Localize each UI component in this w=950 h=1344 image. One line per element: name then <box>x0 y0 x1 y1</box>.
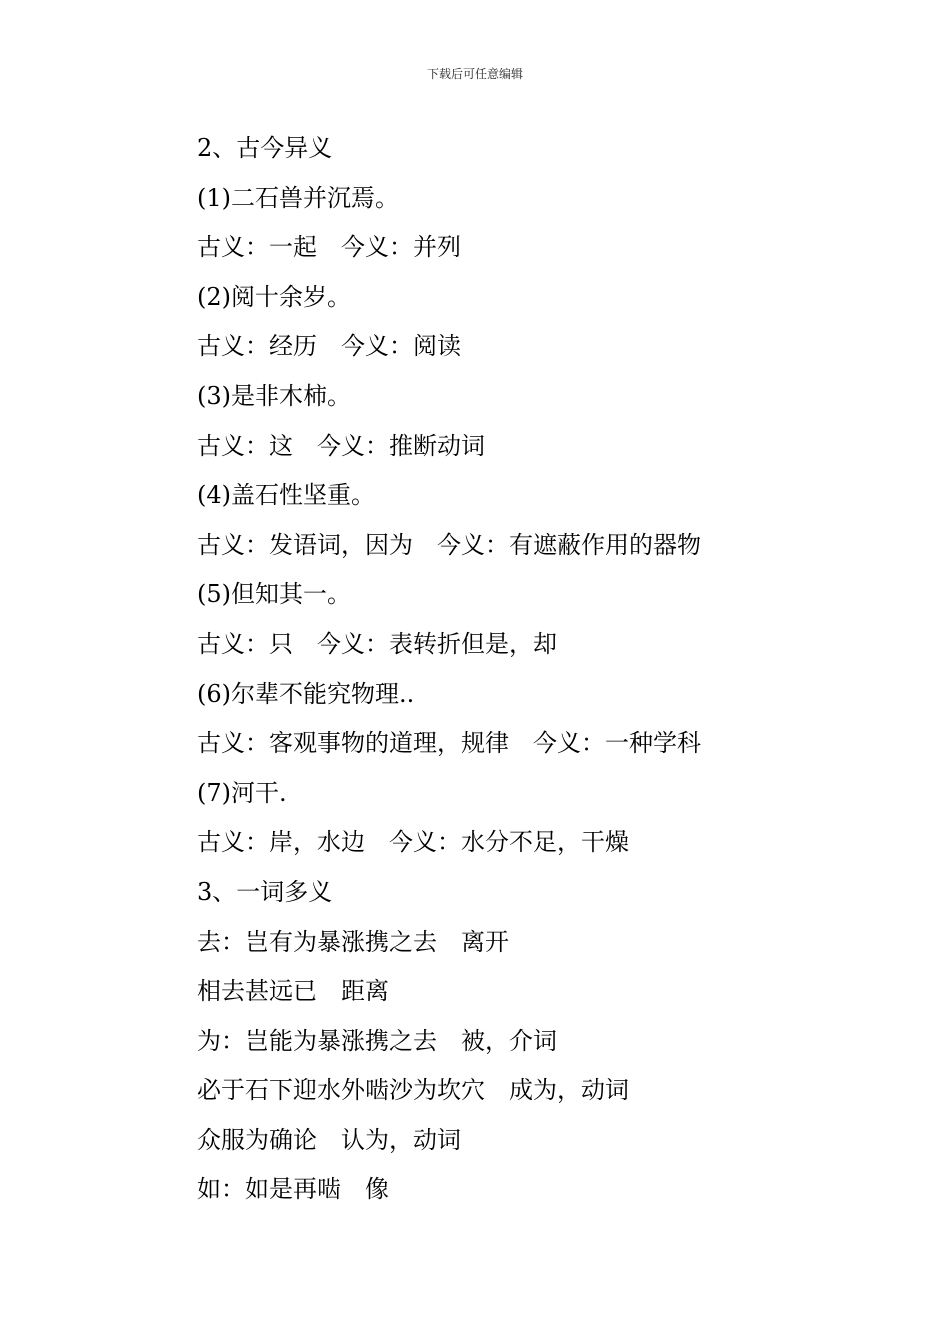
example-sentence-6: (6)尔辈不能究物理.. <box>197 679 415 708</box>
meaning-line-2: 古义：经历 今义：阅读 <box>197 332 461 361</box>
meaning-line-1: 古义：一起 今义：并列 <box>197 233 461 262</box>
polysemy-wei-1: 为：岂能为暴涨携之去 被，介词 <box>197 1026 557 1055</box>
polysemy-wei-2: 必于石下迎水外啮沙为坎穴 成为，动词 <box>197 1076 629 1105</box>
polysemy-qu-2: 相去甚远已 距离 <box>197 977 389 1006</box>
example-sentence-2: (2)阅十余岁。 <box>197 282 351 311</box>
section-heading-polysemy: 3、一词多义 <box>197 877 333 906</box>
meaning-line-6: 古义：客观事物的道理，规律 今义：一种学科 <box>197 729 701 758</box>
meaning-line-7: 古义：岸，水边 今义：水分不足，干燥 <box>197 828 629 857</box>
document-body <box>197 124 897 1215</box>
example-sentence-1: (1)二石兽并沉焉。 <box>197 183 399 212</box>
example-sentence-4: (4)盖石性坚重。 <box>197 481 375 510</box>
polysemy-ru-1: 如：如是再啮 像 <box>197 1175 389 1204</box>
example-sentence-7: (7)河干. <box>197 778 287 807</box>
meaning-line-5: 古义：只 今义：表转折但是，却 <box>197 629 557 658</box>
meaning-line-3: 古义：这 今义：推断动词 <box>197 431 485 460</box>
example-sentence-5: (5)但知其一。 <box>197 580 351 609</box>
polysemy-qu-1: 去：岂有为暴涨携之去 离开 <box>197 927 509 956</box>
page-header: 下载后可任意编辑 <box>426 67 523 81</box>
section-heading-ancient-modern-meanings: 2、古今异义 <box>197 134 333 162</box>
meaning-line-4: 古义：发语词，因为 今义：有遮蔽作用的器物 <box>197 530 701 559</box>
polysemy-wei-3: 众服为确论 认为，动词 <box>197 1125 461 1154</box>
example-sentence-3: (3)是非木柿。 <box>197 381 351 410</box>
